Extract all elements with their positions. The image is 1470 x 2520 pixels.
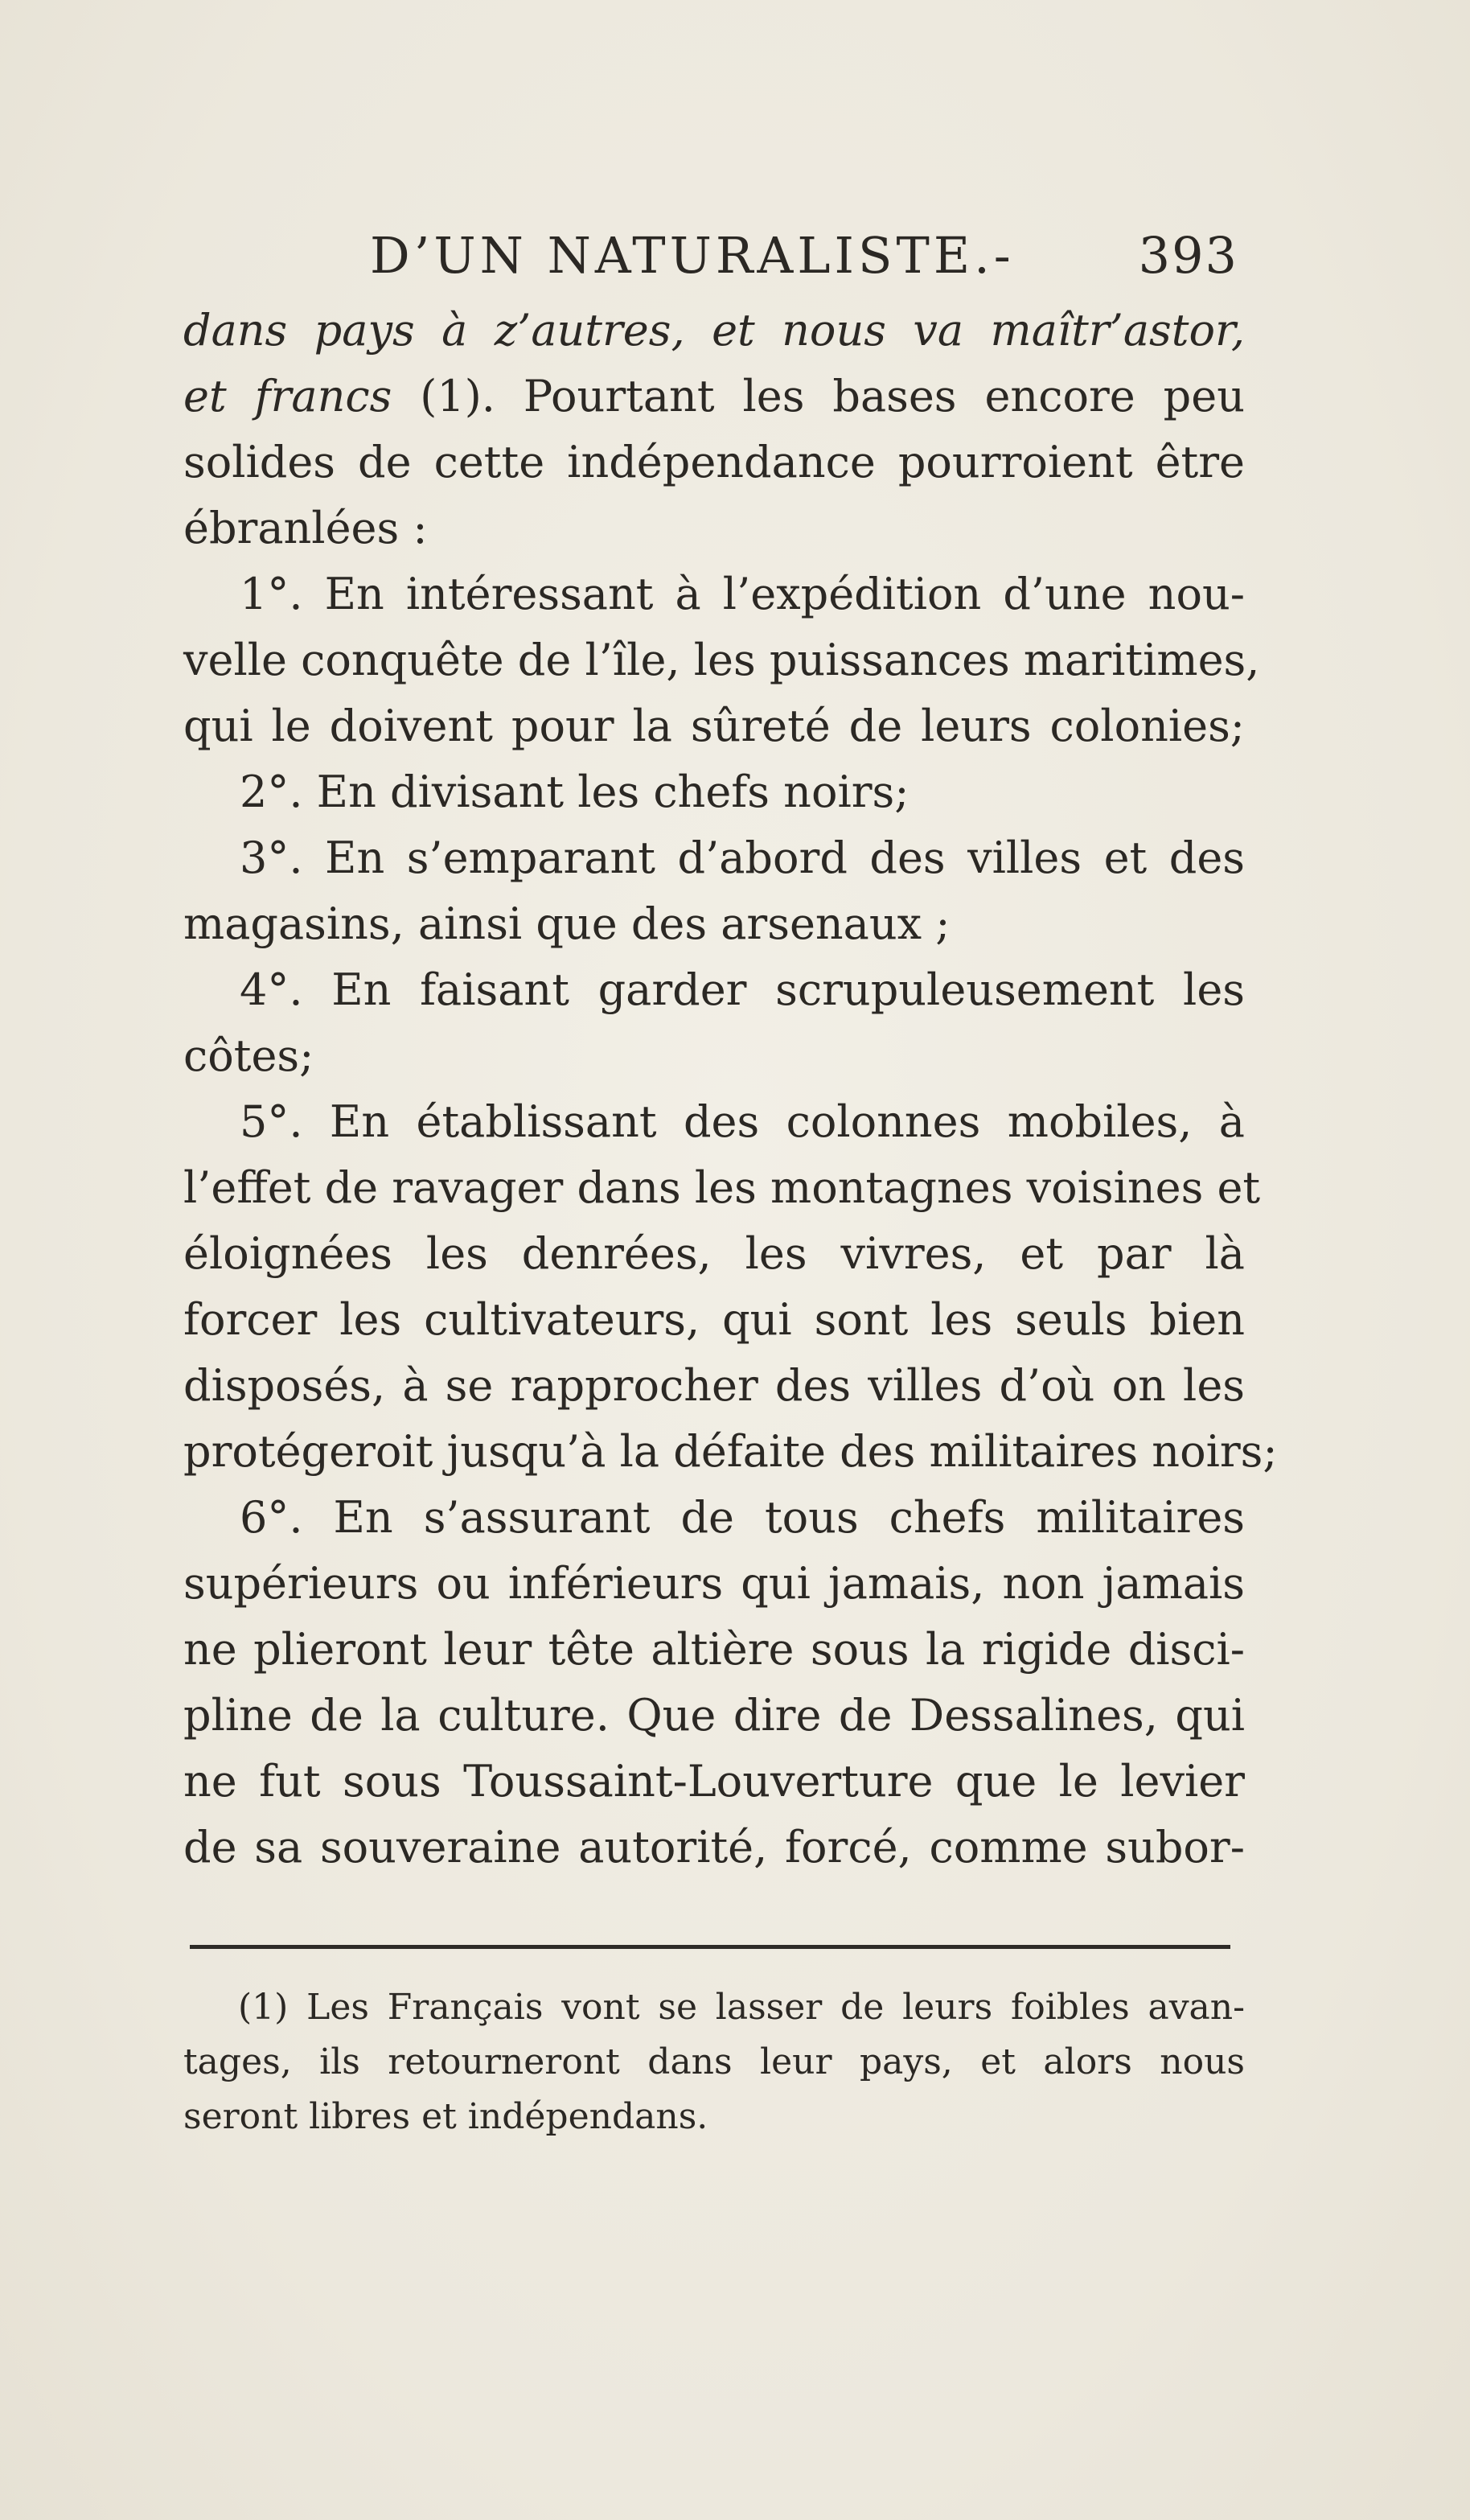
text-line-15: éloignées les denrées, les vivres, et par là — [183, 1228, 1245, 1279]
text-line-7: qui le doivent pour la sûreté de leurs colonies; — [183, 701, 1245, 751]
text-line-17: disposés, à se rapprocher des villes d’où on les — [183, 1360, 1245, 1411]
text-line-6: velle conquête de l’île, les puissances maritimes, — [183, 635, 1260, 685]
text-line-20: supérieurs ou inférieurs qui jamais, non jamais — [183, 1558, 1245, 1609]
text-line-22: pline de la culture. Que dire de Dessalines, qui — [183, 1690, 1245, 1741]
text-line-10: magasins, ainsi que des arsenaux ; — [183, 898, 951, 949]
text-line-19: 6°. En s’assurant de tous chefs militaires — [240, 1492, 1245, 1543]
footnote-line-3: seront libres et indépendans. — [183, 2096, 708, 2137]
text-line-9: 3°. En s’emparant d’abord des villes et des — [240, 832, 1245, 883]
running-head — [370, 224, 1238, 288]
page-number: 393 — [1138, 226, 1238, 285]
text-line-11: 4°. En faisant garder scrupuleusement les — [240, 964, 1245, 1015]
text-line-21: ne plieront leur tête altière sous la rigide disci- — [183, 1624, 1245, 1675]
text-line-4: ébranlées : — [183, 503, 428, 553]
text-line-12: côtes; — [183, 1030, 314, 1081]
running-head-title: D’UN NATURALISTE.- — [370, 226, 1015, 285]
text-line-13: 5°. En établissant des colonnes mobiles, à — [240, 1096, 1245, 1147]
text-line-1: dans pays à z’autres, et nous va maîtr’astor, — [183, 305, 1245, 356]
text-line-2 — [183, 364, 1245, 430]
text-line-18: protégeroit jusqu’à la défaite des militaires noirs; — [183, 1426, 1278, 1477]
text-line-16: forcer les cultivateurs, qui sont les seuls bien — [183, 1294, 1245, 1345]
text-line-14: l’effet de ravager dans les montagnes voisines et — [183, 1162, 1261, 1213]
text-line-2-italic: et francs — [183, 371, 392, 421]
text-line-5: 1°. En intéressant à l’expédition d’une nou- — [240, 569, 1245, 619]
text-line-8: 2°. En divisant les chefs noirs; — [240, 767, 910, 817]
footnote-line-2: tages, ils retourneront dans leur pays, et alors nous — [183, 2041, 1245, 2082]
text-line-2-rest: (1). Pourtant les bases encore peu — [392, 371, 1245, 421]
footnote-rule — [190, 1945, 1230, 1949]
footnote-line-1: (1) Les Français vont se lasser de leurs foibles avan- — [238, 1987, 1245, 2028]
text-line-24: de sa souveraine autorité, forcé, comme subor- — [183, 1822, 1245, 1873]
text-line-23: ne fut sous Toussaint-Louverture que le levier — [183, 1756, 1245, 1807]
text-line-3: solides de cette indépendance pourroient être — [183, 437, 1245, 487]
